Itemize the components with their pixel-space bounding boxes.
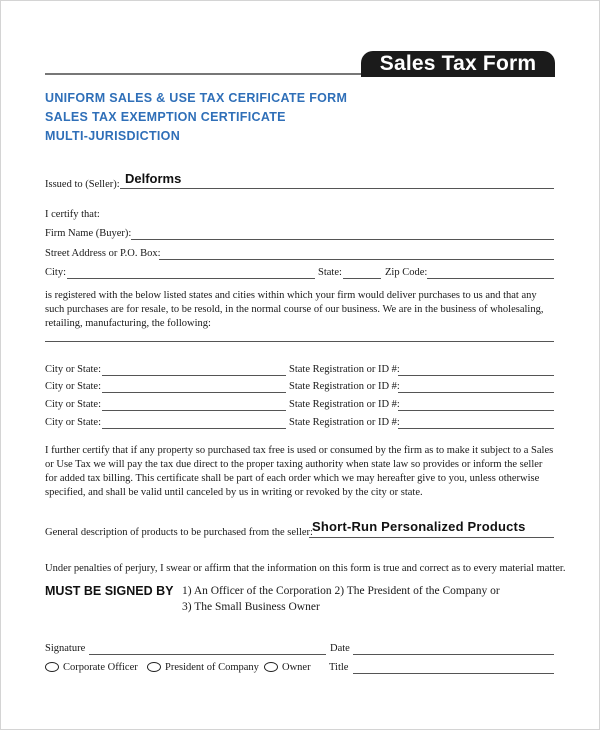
signature-field[interactable] [89, 654, 326, 655]
form-title-badge: Sales Tax Form [361, 51, 555, 77]
heading-multi-jurisdiction: MULTI-JURISDICTION [45, 129, 181, 143]
signed-by-line1: 1) An Officer of the Corporation 2) The President of the Company or [182, 585, 500, 597]
jurisdiction-city-label: City or State: [45, 381, 101, 392]
heading-exemption: SALES TAX EXEMPTION CERTIFICATE [45, 110, 286, 124]
option-owner[interactable] [264, 662, 311, 673]
jurisdiction-city-field[interactable] [102, 428, 286, 429]
jurisdiction-reg-label: State Registration or ID #: [289, 399, 400, 410]
firm-name-field[interactable] [131, 239, 554, 240]
zip-code-field[interactable] [427, 278, 554, 279]
zip-code-label: Zip Code: [385, 267, 428, 278]
option-corporate-officer[interactable] [45, 662, 138, 673]
jurisdiction-reg-field[interactable] [398, 410, 554, 411]
products-line [309, 537, 554, 538]
option-president-of-company[interactable] [147, 662, 259, 673]
option-label: President of Company [165, 662, 259, 673]
jurisdiction-reg-field[interactable] [398, 428, 554, 429]
jurisdiction-reg-label: State Registration or ID #: [289, 381, 400, 392]
state-field[interactable] [343, 278, 381, 279]
street-address-field[interactable] [159, 259, 554, 260]
option-label: Corporate Officer [63, 662, 138, 673]
date-field[interactable] [353, 654, 554, 655]
firm-name-label: Firm Name (Buyer): [45, 228, 132, 239]
option-label: Owner [282, 662, 311, 673]
seller-value[interactable]: Delforms [125, 171, 182, 186]
seller-line [120, 188, 554, 189]
products-label: General description of products to be purchased from the seller: [45, 527, 313, 538]
seller-label: Issued to (Seller): [45, 179, 120, 190]
date-label: Date [330, 643, 350, 654]
jurisdiction-reg-label: State Registration or ID #: [289, 364, 400, 375]
certify-intro: I certify that: [45, 209, 100, 220]
jurisdiction-reg-field[interactable] [398, 392, 554, 393]
jurisdiction-city-field[interactable] [102, 375, 286, 376]
heading-uniform: UNIFORM SALES & USE TAX CERIFICATE FORM [45, 91, 348, 105]
products-value[interactable]: Short-Run Personalized Products [312, 519, 526, 534]
jurisdiction-city-label: City or State: [45, 399, 101, 410]
must-be-signed-by-label: MUST BE SIGNED BY [45, 584, 174, 598]
signature-label: Signature [45, 643, 86, 654]
title-field[interactable] [353, 673, 554, 674]
jurisdiction-reg-label: State Registration or ID #: [289, 417, 400, 428]
city-label: City: [45, 267, 67, 278]
header-rule [45, 73, 363, 75]
jurisdiction-city-field[interactable] [102, 392, 286, 393]
registration-paragraph: is registered with the below listed states and cities within which your firm would deliver purchases to us and that any such purchases are for resale, to be resold, in the normal course of our business. We are in the business of wholesaling, retailing, manufacturing, the following: [45, 290, 544, 329]
radio-circle-icon[interactable] [45, 662, 59, 672]
state-label: State: [318, 267, 342, 278]
jurisdiction-city-label: City or State: [45, 364, 101, 375]
perjury-statement: Under penalties of perjury, I swear or affirm that the information on this form is true and correct as to every material matter. [45, 563, 566, 574]
jurisdiction-reg-field[interactable] [398, 375, 554, 376]
radio-circle-icon[interactable] [264, 662, 278, 672]
jurisdiction-city-label: City or State: [45, 417, 101, 428]
signed-by-line2: 3) The Small Business Owner [182, 601, 320, 613]
title-label: Title [329, 662, 349, 673]
city-field[interactable] [67, 278, 315, 279]
radio-circle-icon[interactable] [147, 662, 161, 672]
jurisdiction-city-field[interactable] [102, 410, 286, 411]
further-certify-paragraph: I further certify that if any property so purchased tax free is used or consumed by the firm as to make it subject to a Sales or Use Tax we will pay the tax due direct to the proper taxing authority when state law so provides or inform the seller for added tax billing. This certificate shall be part of each order which we may hereafter give to you, unless otherwise specified, and shall be valid until canceled by us in writing or revoked by the city or state. [45, 445, 554, 498]
street-address-label: Street Address or P.O. Box: [45, 248, 161, 259]
business-type-field[interactable] [45, 341, 554, 342]
